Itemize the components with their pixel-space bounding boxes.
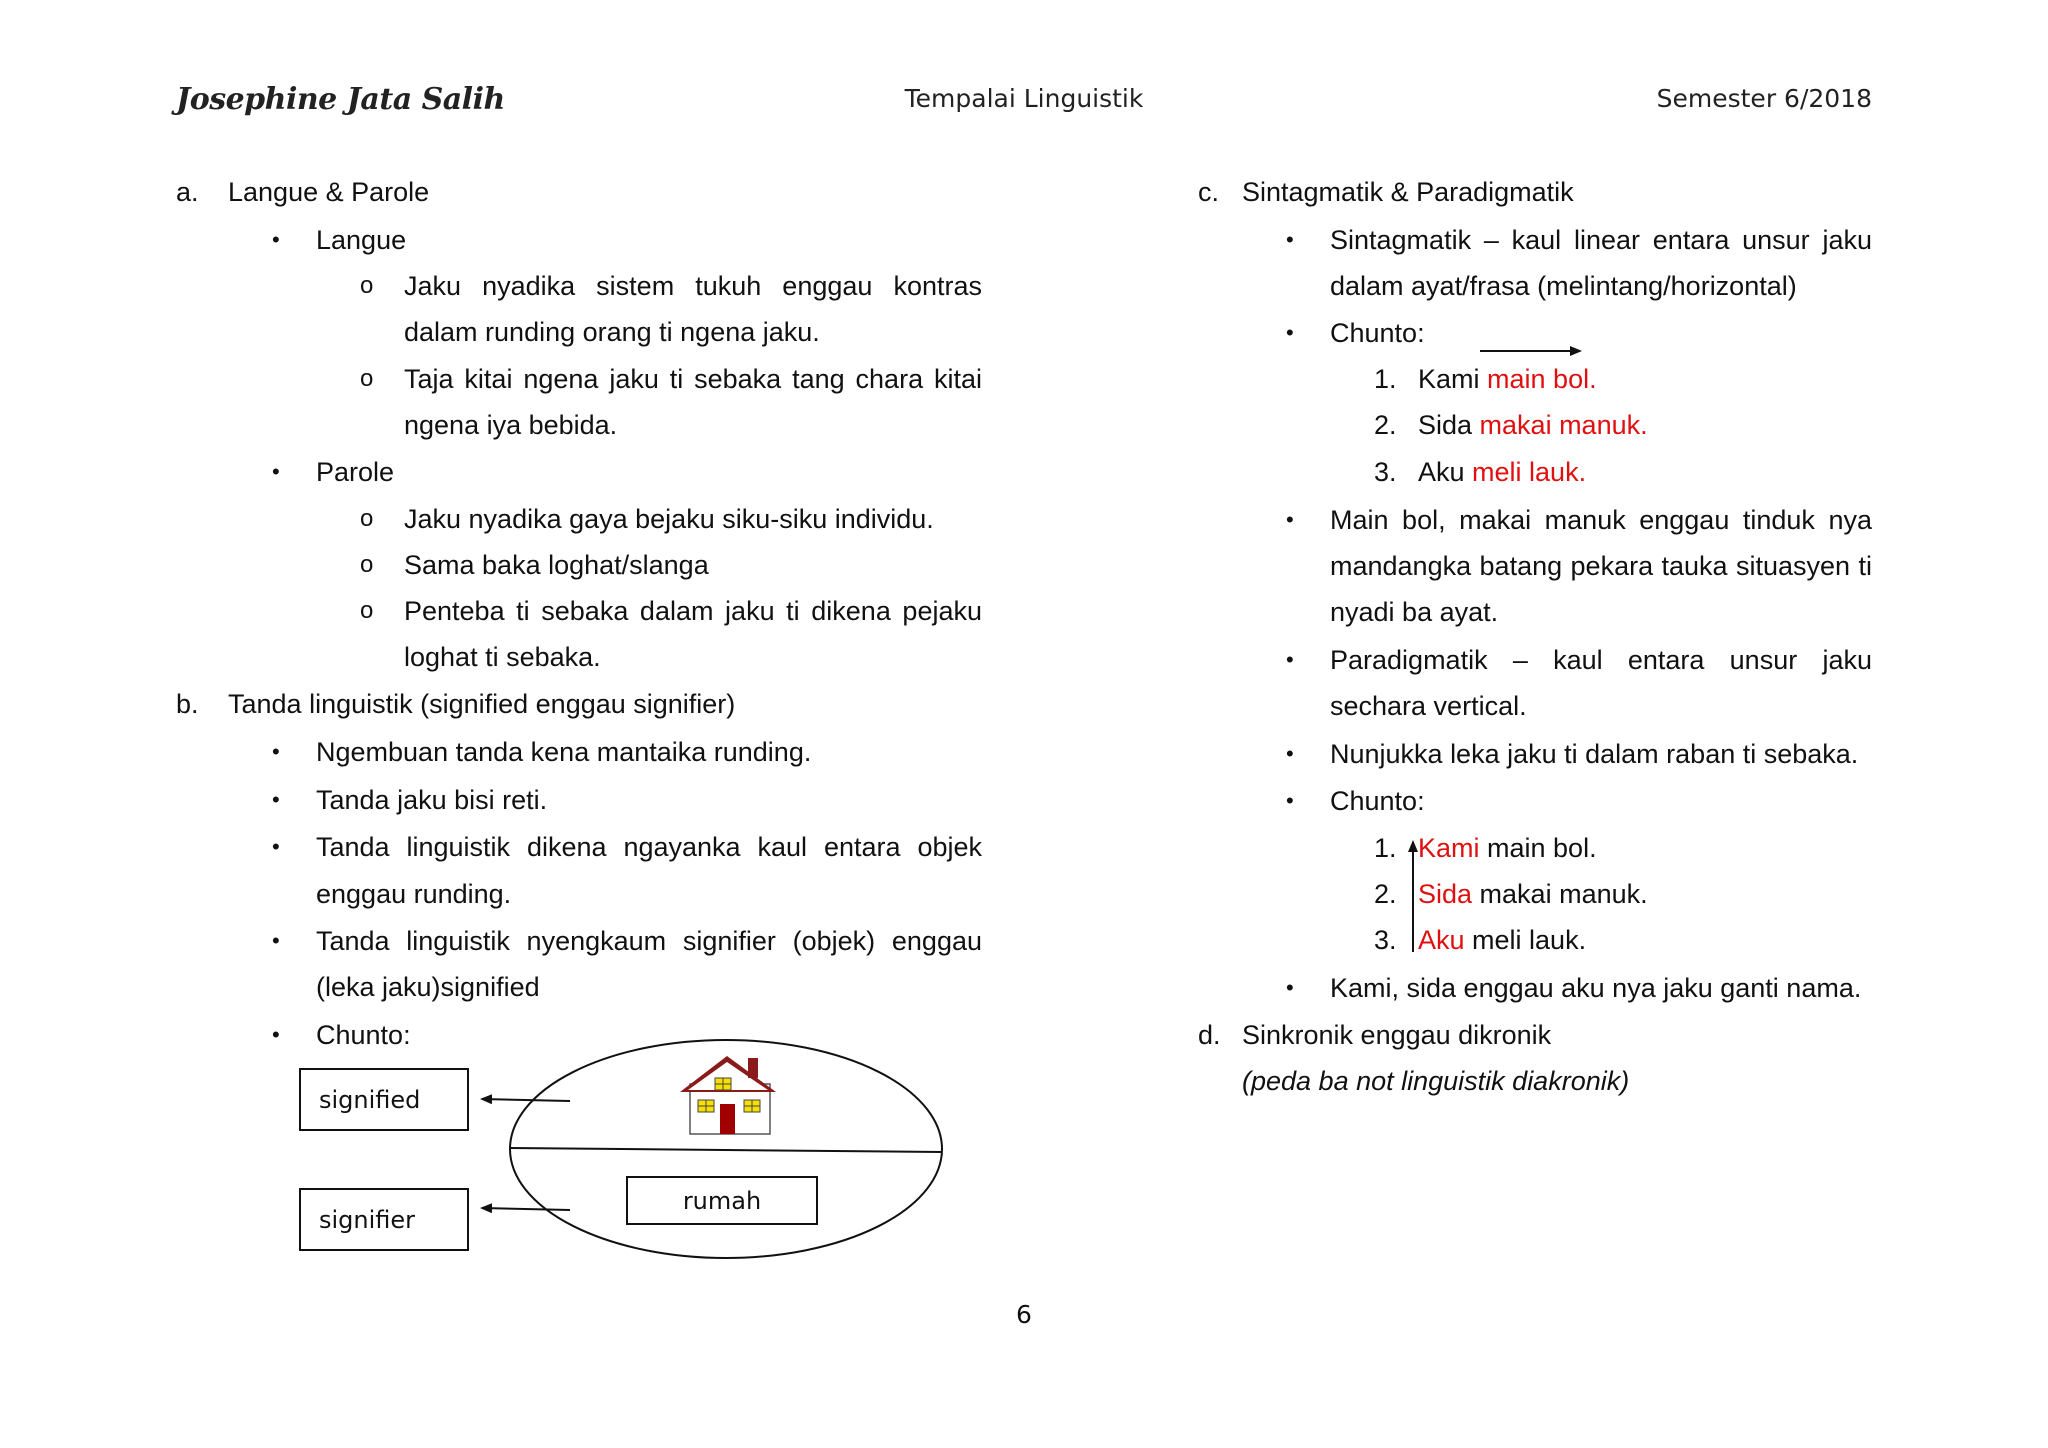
- ex1-plain-3: Aku: [1418, 457, 1473, 487]
- b-point-4: Tanda linguistik nyengkaum signifier (objek) enggau: [316, 926, 982, 956]
- ex1-red-3: meli lauk.: [1472, 457, 1587, 487]
- b-point-4-cont: (leka jaku)signified: [316, 972, 540, 1002]
- c-point-3-cont: mandangka batang pekara tauka situasyen ti: [1330, 551, 1872, 581]
- langue-heading: Langue: [316, 225, 407, 255]
- c-point-4: Paradigmatik – kaul entara unsur jaku: [1330, 645, 1872, 675]
- c-point-2: Chunto:: [1330, 318, 1425, 348]
- bullet-icon: •: [272, 1022, 280, 1047]
- c-point-3-cont2: nyadi ba ayat.: [1330, 597, 1499, 627]
- ex1-num-2: 2.: [1374, 410, 1397, 440]
- parole-point-2: Sama baka loghat/slanga: [404, 550, 709, 580]
- ex1-num-1: 1.: [1374, 364, 1397, 394]
- langue-point-1: Jaku nyadika sistem tukuh enggau kontras: [404, 271, 982, 301]
- parole-point-1: Jaku nyadika gaya bejaku siku-siku individu.: [404, 504, 934, 534]
- c-point-5: Nunjukka leka jaku ti dalam raban ti sebaka.: [1330, 739, 1859, 769]
- bullet-icon: •: [1286, 788, 1294, 813]
- bullet-icon: •: [1286, 507, 1294, 532]
- ex1-plain-1: Kami: [1418, 364, 1488, 394]
- b-point-3-cont: enggau runding.: [316, 879, 512, 909]
- section-c-marker: c.: [1198, 177, 1220, 207]
- header-author: Josephine Jata Salih: [176, 82, 505, 117]
- house-icon: [680, 1056, 776, 1134]
- bullet-icon: •: [272, 227, 280, 252]
- langue-point-2-cont: ngena iya bebida.: [404, 410, 618, 440]
- bullet-icon: •: [1286, 320, 1294, 345]
- bullet-icon: •: [272, 739, 280, 764]
- b-point-3: Tanda linguistik dikena ngayanka kaul entara objek: [316, 832, 982, 862]
- section-d-marker: d.: [1198, 1020, 1221, 1050]
- c-point-1-cont: dalam ayat/frasa (melintang/horizontal): [1330, 271, 1797, 301]
- b-point-2: Tanda jaku bisi reti.: [316, 785, 548, 815]
- ex1-red-1: main bol.: [1487, 364, 1597, 394]
- langue-point-2: Taja kitai ngena jaku ti sebaka tang chara kitai: [404, 364, 982, 394]
- ex1-red-2: makai manuk.: [1479, 410, 1648, 440]
- ex2-red-3: Aku: [1418, 925, 1465, 955]
- section-c-title: Sintagmatik & Paradigmatik: [1242, 177, 1574, 207]
- bullet-icon: •: [1286, 647, 1294, 672]
- header-semester: Semester 6/2018: [1656, 84, 1872, 113]
- sign-ellipse: [510, 1040, 942, 1258]
- b-point-5: Chunto:: [316, 1020, 411, 1050]
- sub-bullet-icon: o: [360, 597, 374, 624]
- signifier-box: signifier: [299, 1188, 469, 1251]
- ex2-plain-1: main bol.: [1479, 833, 1597, 863]
- ex2-line-1: [1418, 832, 1597, 864]
- signified-box: signified: [299, 1068, 469, 1131]
- ex2-num-3: 3.: [1374, 925, 1397, 955]
- ex2-num-2: 2.: [1374, 879, 1397, 909]
- ex1-line-2: [1418, 409, 1648, 441]
- ex2-line-2: [1418, 878, 1648, 910]
- ex1-num-3: 3.: [1374, 457, 1397, 487]
- section-b-title: Tanda linguistik (signified enggau signifier): [228, 689, 736, 719]
- section-d-title: Sinkronik enggau dikronik: [1242, 1020, 1552, 1050]
- c-point-6: Chunto:: [1330, 786, 1425, 816]
- ex1-line-1: [1418, 363, 1597, 395]
- langue-point-1-cont: dalam runding orang ti ngena jaku.: [404, 317, 820, 347]
- ex2-line-3: [1418, 924, 1586, 956]
- ex2-red-2: Sida: [1418, 879, 1473, 909]
- parole-point-3: Penteba ti sebaka dalam jaku ti dikena pejaku: [404, 596, 982, 626]
- parole-point-3-cont: loghat ti sebaka.: [404, 642, 601, 672]
- c-point-1: Sintagmatik – kaul linear entara unsur jaku: [1330, 225, 1872, 255]
- c-point-3: Main bol, makai manuk enggau tinduk nya: [1330, 505, 1872, 535]
- c-point-4-cont: sechara vertical.: [1330, 691, 1527, 721]
- bullet-icon: •: [272, 459, 280, 484]
- word-box: rumah: [626, 1176, 818, 1225]
- bullet-icon: •: [1286, 975, 1294, 1000]
- page-number: 6: [1016, 1300, 1032, 1329]
- ex2-red-1: Kami: [1418, 833, 1480, 863]
- sub-bullet-icon: o: [360, 505, 374, 532]
- section-b-marker: b.: [176, 689, 199, 719]
- section-d-note: (peda ba not linguistik diakronik): [1242, 1066, 1630, 1096]
- arrow-to-signified: [482, 1099, 570, 1101]
- sub-bullet-icon: o: [360, 551, 374, 578]
- ex2-plain-2: makai manuk.: [1472, 879, 1648, 909]
- b-point-1: Ngembuan tanda kena mantaika runding.: [316, 737, 812, 767]
- sub-bullet-icon: o: [360, 272, 374, 299]
- ellipse-divider: [510, 1148, 942, 1152]
- parole-heading: Parole: [316, 457, 395, 487]
- c-point-7: Kami, sida enggau aku nya jaku ganti nama.: [1330, 973, 1862, 1003]
- ex1-plain-2: Sida: [1418, 410, 1480, 440]
- section-a-title: Langue & Parole: [228, 177, 430, 207]
- bullet-icon: •: [272, 928, 280, 953]
- ex2-plain-3: meli lauk.: [1464, 925, 1587, 955]
- sub-bullet-icon: o: [360, 365, 374, 392]
- bullet-icon: •: [272, 787, 280, 812]
- ex2-num-1: 1.: [1374, 833, 1397, 863]
- bullet-icon: •: [1286, 227, 1294, 252]
- section-a-marker: a.: [176, 177, 199, 207]
- ex1-line-3: [1418, 456, 1586, 488]
- arrow-to-signifier: [482, 1208, 570, 1210]
- bullet-icon: •: [272, 834, 280, 859]
- header-title: Tempalai Linguistik: [904, 84, 1144, 113]
- bullet-icon: •: [1286, 741, 1294, 766]
